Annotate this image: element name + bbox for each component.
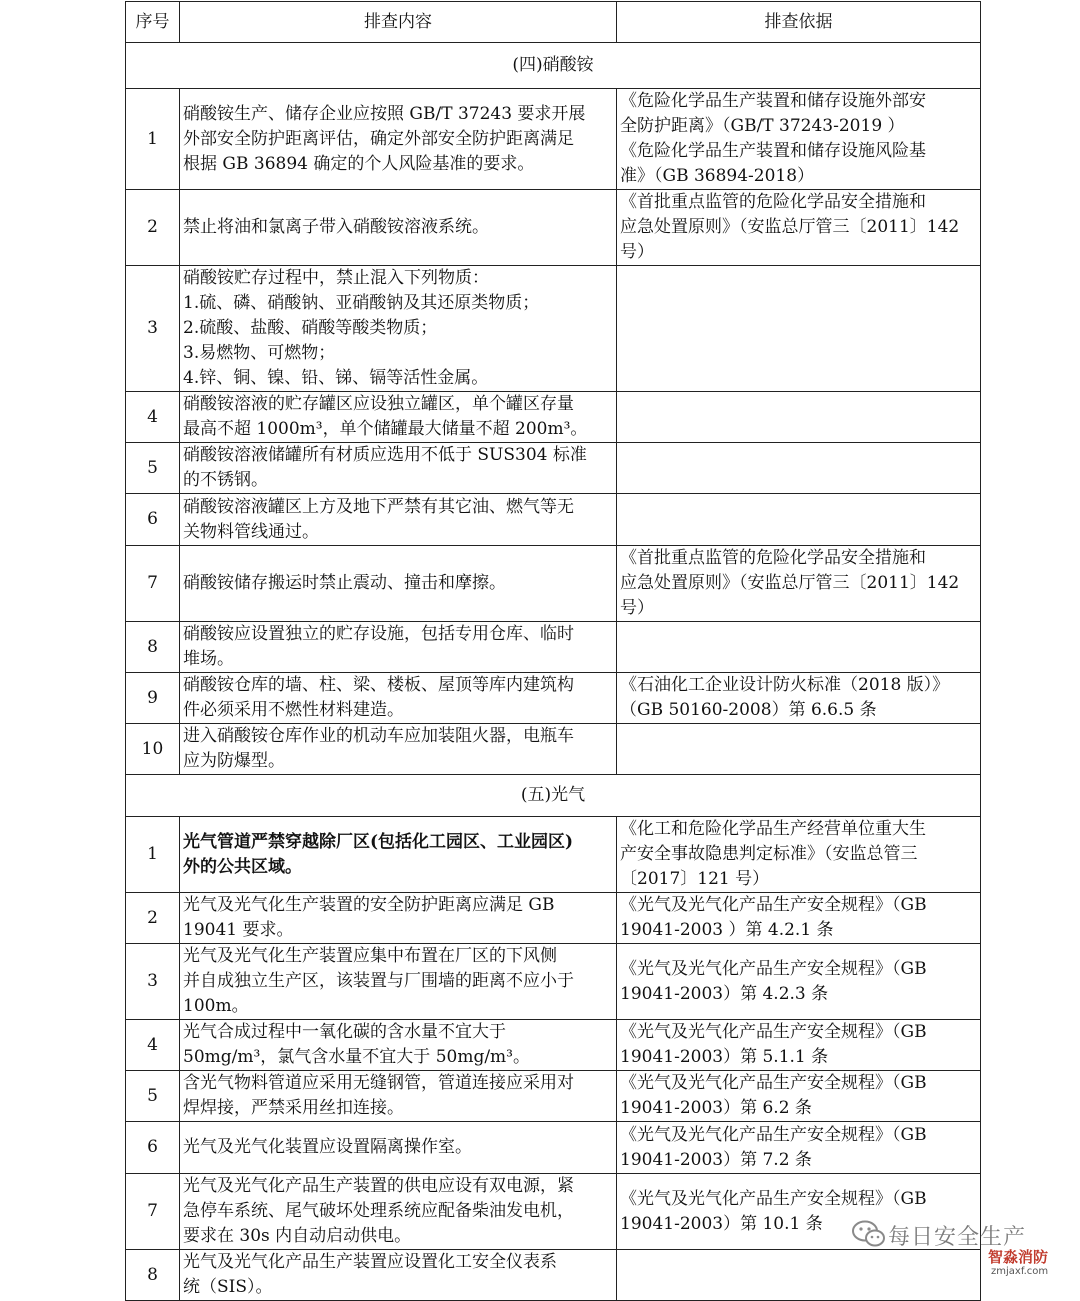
basis-line: 《石油化工企业设计防火标准（2018 版）》 (620, 675, 950, 695)
row-number: 6 (126, 494, 180, 546)
table-row (126, 673, 981, 724)
row-content (180, 89, 617, 190)
basis-line: 《光气及光气化产品生产安全规程》（GB (620, 1022, 927, 1042)
row-basis (617, 266, 981, 392)
content-line: 光气管道严禁穿越除厂区(包括化工园区、工业园区) (183, 831, 574, 852)
row-content (180, 392, 617, 443)
content-line: 硝酸铵溶液储罐所有材质应选用不低于 SUS304 标准 (183, 445, 587, 465)
row-number: 3 (126, 944, 180, 1020)
content-line: 件必须采用不燃性材料建造。 (183, 700, 404, 720)
basis-line: 全防护距离》（GB/T 37243-2019 ） (620, 116, 905, 136)
basis-line: 应急处置原则》（安监总厅管三〔2011〕142 (620, 217, 960, 237)
row-basis (617, 443, 981, 494)
row-number: 3 (126, 266, 180, 392)
table-row (126, 266, 981, 392)
content-line: 关物料管线通过。 (183, 521, 319, 542)
row-content (180, 1122, 617, 1174)
basis-line: 《危险化学品生产装置和储存设施外部安 (620, 91, 926, 111)
row-content (180, 817, 617, 893)
row-basis (617, 673, 981, 724)
wechat-icon (852, 1220, 886, 1248)
row-content (180, 1020, 617, 1071)
row-number: 9 (126, 673, 180, 724)
basis-line: 《光气及光气化产品生产安全规程》（GB (620, 958, 927, 979)
section-title: (四)硝酸铵 (126, 43, 981, 89)
row-basis (617, 622, 981, 673)
basis-line: 《危险化学品生产装置和储存设施风险基 (620, 141, 926, 161)
table-row (126, 1071, 981, 1122)
row-content (180, 622, 617, 673)
inspection-table (125, 1, 981, 1301)
content-line: 堆场。 (183, 649, 234, 669)
row-number: 8 (126, 1250, 180, 1301)
table-row (126, 392, 981, 443)
row-number: 4 (126, 1020, 180, 1071)
section-title: (五)光气 (126, 775, 981, 817)
row-content (180, 190, 617, 266)
content-line: 硝酸铵储存搬运时禁止震动、撞击和摩擦。 (183, 573, 506, 593)
row-content (180, 494, 617, 546)
basis-line: 产安全事故隐患判定标准》（安监总管三 (620, 844, 918, 864)
row-basis (617, 1071, 981, 1122)
header-no: 序号 (126, 2, 180, 43)
watermark (848, 1218, 1080, 1284)
watermark-brand: 智淼消防 (988, 1248, 1049, 1266)
row-number: 1 (126, 817, 180, 893)
row-number: 1 (126, 89, 180, 190)
content-line: 急停车系统、尾气破坏处理系统应配备柴油发电机， (183, 1201, 574, 1221)
content-line: 4.锌、铜、镍、铅、锑、镉等活性金属。 (183, 368, 489, 388)
content-line: 禁止将油和氯离子带入硝酸铵溶液系统。 (183, 217, 489, 237)
header-basis: 排查依据 (617, 2, 981, 43)
basis-line: 《光气及光气化产品生产安全规程》（GB (620, 895, 927, 915)
basis-line: 号） (620, 598, 654, 618)
content-line: 根据 GB 36894 确定的个人风险基准的要求。 (183, 153, 535, 174)
watermark-title: 每日安全生产 (888, 1225, 1027, 1250)
watermark-url: zmjaxf.com (991, 1266, 1049, 1277)
content-line: 光气及光气化生产装置应集中布置在厂区的下风侧 (183, 946, 557, 966)
basis-line: 19041-2003）第 4.2.3 条 (620, 983, 829, 1004)
basis-line: 19041-2003 ）第 4.2.1 条 (620, 920, 834, 940)
row-basis (617, 392, 981, 443)
row-content (180, 1250, 617, 1301)
table-row (126, 494, 981, 546)
row-basis (617, 944, 981, 1020)
content-line: 要求在 30s 内自动启动供电。 (183, 1226, 412, 1246)
content-line: 2.硫酸、盐酸、硝酸等酸类物质； (183, 318, 438, 338)
row-basis (617, 817, 981, 893)
row-basis (617, 190, 981, 266)
basis-line: 19041-2003）第 10.1 条 (620, 1213, 823, 1234)
row-number: 10 (126, 724, 180, 775)
content-line: 含光气物料管道应采用无缝钢管，管道连接应采用对 (183, 1073, 574, 1093)
basis-line: 〔2017〕121 号） (620, 869, 770, 889)
table-header-row (126, 2, 981, 43)
header-content: 排查内容 (180, 2, 617, 43)
content-line: 硝酸铵溶液罐区上方及地下严禁有其它油、燃气等无 (183, 496, 574, 517)
row-content (180, 1174, 617, 1250)
row-content (180, 266, 617, 392)
table-row (126, 817, 981, 893)
section-row (126, 775, 981, 817)
table-row (126, 546, 981, 622)
content-line: 外的公共区域。 (183, 856, 302, 877)
row-basis (617, 724, 981, 775)
content-line: 硝酸铵应设置独立的贮存设施，包括专用仓库、临时 (183, 624, 574, 644)
table-body (126, 43, 981, 1301)
content-line: 硝酸铵仓库的墙、柱、梁、楼板、屋顶等库内建筑构 (183, 675, 574, 695)
content-line: 硝酸铵贮存过程中，禁止混入下列物质： (183, 268, 489, 288)
table-row (126, 443, 981, 494)
content-line: 硝酸铵溶液的贮存罐区应设独立罐区，单个罐区存量 (183, 394, 574, 414)
basis-line: 号） (620, 242, 654, 262)
row-content (180, 443, 617, 494)
table-row (126, 190, 981, 266)
content-line: 外部安全防护距离评估，确定外部安全防护距离满足 (183, 128, 574, 149)
table-row (126, 1122, 981, 1174)
basis-line: （GB 50160-2008）第 6.6.5 条 (620, 700, 877, 720)
content-line: 的不锈钢。 (183, 470, 268, 490)
row-basis (617, 89, 981, 190)
content-line: 最高不超 1000m³，单个储罐最大储量不超 200m³。 (183, 419, 588, 439)
row-content (180, 944, 617, 1020)
basis-line: 19041-2003）第 6.2 条 (620, 1098, 812, 1118)
table-row (126, 89, 981, 190)
content-line: 硝酸铵生产、储存企业应按照 GB/T 37243 要求开展 (183, 103, 586, 124)
table-row (126, 724, 981, 775)
basis-line: 《首批重点监管的危险化学品安全措施和 (620, 548, 926, 568)
row-content (180, 724, 617, 775)
content-line: 19041 要求。 (183, 920, 294, 940)
content-line: 光气及光气化生产装置的安全防护距离应满足 GB (183, 895, 555, 915)
content-line: 50mg/m³，氯气含水量不宜大于 50mg/m³。 (183, 1047, 530, 1067)
table-row (126, 944, 981, 1020)
row-number: 8 (126, 622, 180, 673)
row-number: 2 (126, 893, 180, 944)
basis-line: 准》（GB 36894-2018） (620, 166, 815, 186)
row-content (180, 893, 617, 944)
row-basis (617, 1122, 981, 1174)
basis-line: 《首批重点监管的危险化学品安全措施和 (620, 192, 926, 212)
basis-line: 《光气及光气化产品生产安全规程》（GB (620, 1124, 927, 1145)
content-line: 100m。 (183, 996, 249, 1016)
row-number: 5 (126, 1071, 180, 1122)
content-line: 光气及光气化产品生产装置应设置化工安全仪表系 (183, 1252, 557, 1272)
row-content (180, 546, 617, 622)
row-number: 7 (126, 1174, 180, 1250)
row-number: 7 (126, 546, 180, 622)
table-row (126, 893, 981, 944)
row-number: 5 (126, 443, 180, 494)
content-line: 统（SIS）。 (183, 1277, 273, 1297)
basis-line: 19041-2003）第 7.2 条 (620, 1149, 812, 1170)
row-content (180, 1071, 617, 1122)
basis-line: 19041-2003）第 5.1.1 条 (620, 1047, 829, 1067)
content-line: 1.硫、磷、硝酸钠、亚硝酸钠及其还原类物质； (183, 293, 540, 313)
basis-line: 《化工和危险化学品生产经营单位重大生 (620, 819, 926, 839)
content-line: 并自成独立生产区，该装置与厂围墙的距离不应小于 (183, 971, 574, 991)
row-number: 2 (126, 190, 180, 266)
row-number: 4 (126, 392, 180, 443)
row-basis (617, 494, 981, 546)
content-line: 3.易燃物、可燃物； (183, 343, 336, 363)
table-row (126, 622, 981, 673)
basis-line: 应急处置原则》（安监总厅管三〔2011〕142 (620, 573, 960, 593)
row-number: 6 (126, 1122, 180, 1174)
row-basis (617, 546, 981, 622)
content-line: 光气及光气化产品生产装置的供电应设有双电源，紧 (183, 1176, 574, 1196)
row-basis (617, 893, 981, 944)
row-basis (617, 1020, 981, 1071)
basis-line: 《光气及光气化产品生产安全规程》（GB (620, 1073, 927, 1093)
content-line: 光气及光气化装置应设置隔离操作室。 (183, 1137, 472, 1157)
table-row (126, 1020, 981, 1071)
row-content (180, 673, 617, 724)
content-line: 进入硝酸铵仓库作业的机动车应加装阻火器，电瓶车 (183, 726, 574, 746)
content-line: 焊焊接，严禁采用丝扣连接。 (183, 1098, 404, 1118)
content-line: 应为防爆型。 (183, 751, 285, 771)
basis-line: 《光气及光气化产品生产安全规程》（GB (620, 1188, 927, 1209)
section-row (126, 43, 981, 89)
content-line: 光气合成过程中一氧化碳的含水量不宜大于 (183, 1022, 506, 1042)
